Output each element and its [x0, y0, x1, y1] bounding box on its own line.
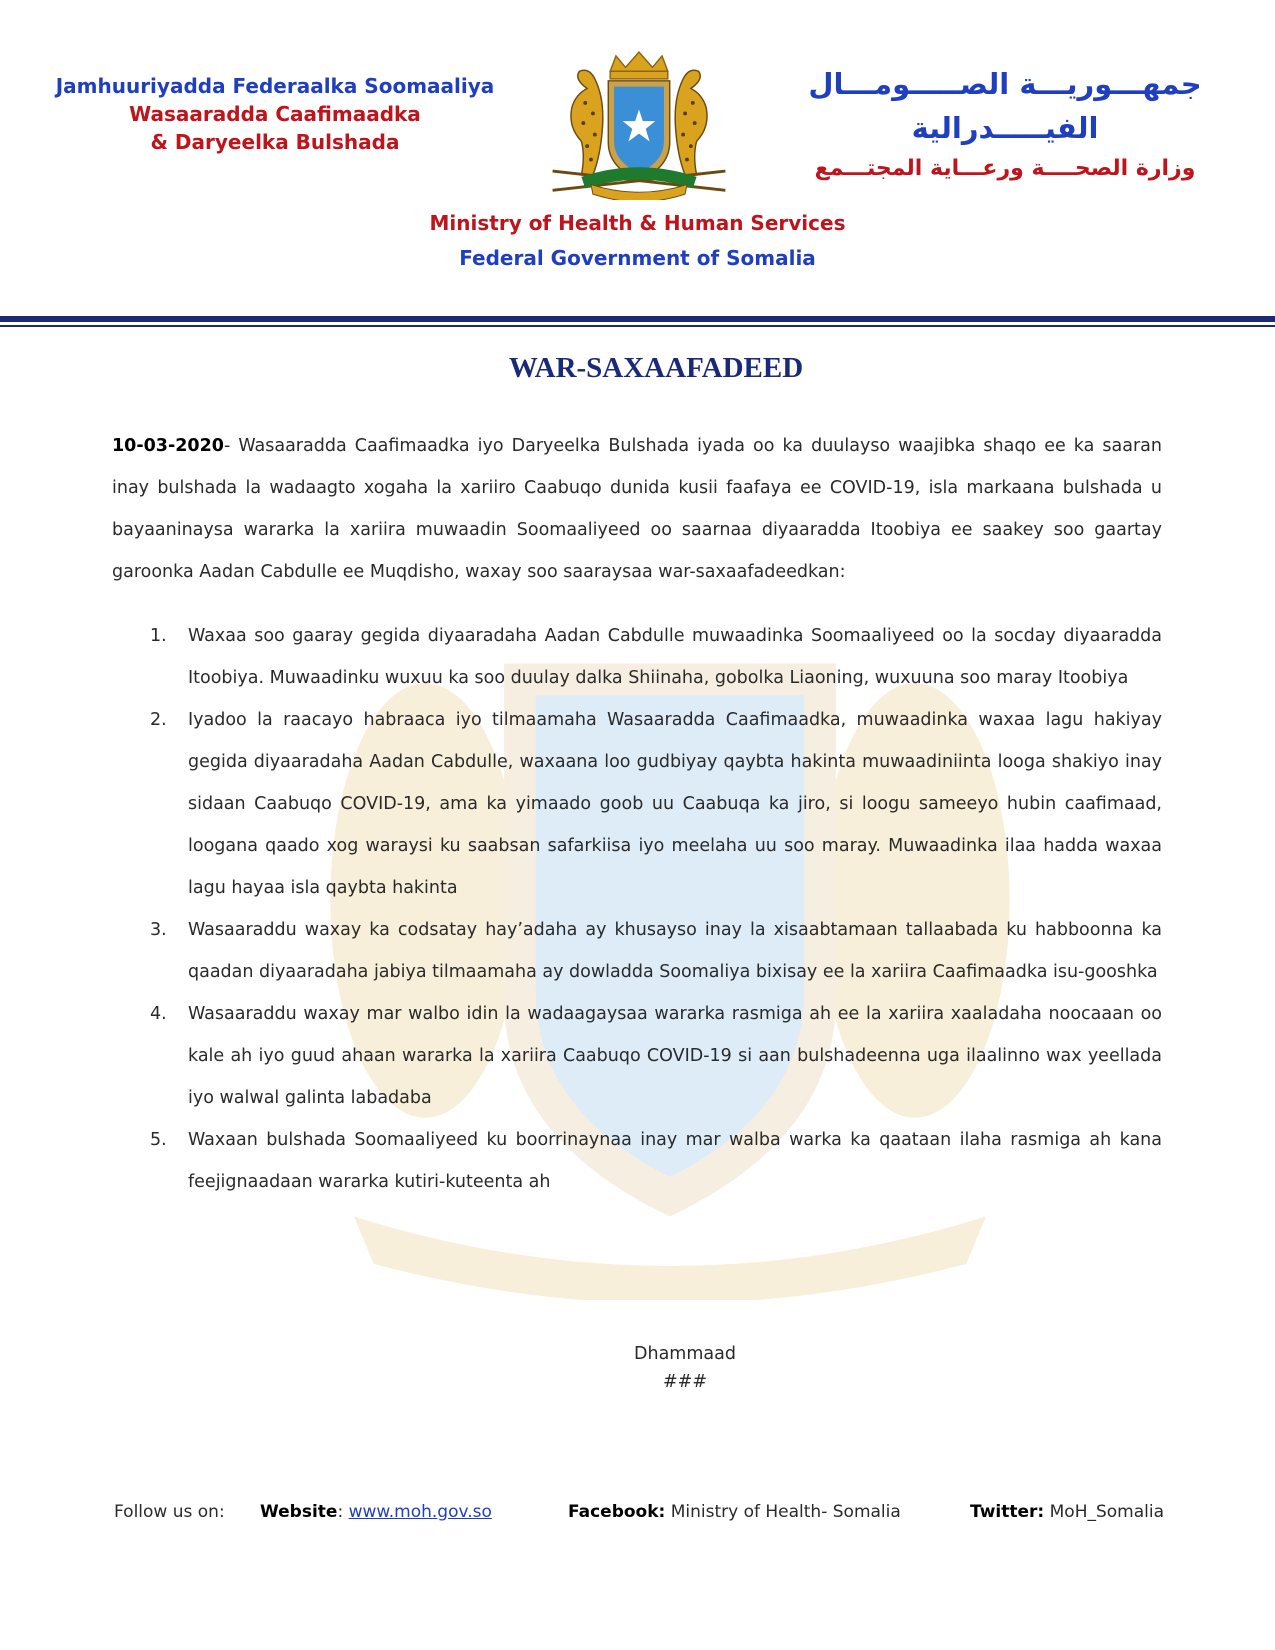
header-english-block: [0, 206, 1275, 276]
government-name: Federal Government of Somalia: [459, 246, 816, 270]
list-item-text: Waxaan bulshada Soomaaliyeed ku boorrinaynaa inay mar walba warka ka qaataan ilaha rasmiga ah kana feejignaadaan wararka kutiri-kuteenta ah: [188, 1130, 1162, 1192]
footer: [0, 1502, 1275, 1530]
document-title: WAR-SAXAAFADEED: [508, 352, 804, 384]
website-link[interactable]: www.moh.gov.so: [348, 1502, 492, 1522]
ministry-name: Ministry of Health & Human Services: [429, 211, 846, 235]
list-item-text: Iyadoo la raacayo habraaca iyo tilmaamaha Wasaaradda Caafimaadka, muwaadinka waxaa lagu hakiyay gegida diyaaradaha Aadan Cabdulle, waxaana loo gudbiyay qaybta hakinta muwaadiniinta looga shakiyo inay sidaan Caabuqo COVID-19, ama ka yimaado goob uu Caabuqa ka jiro, si loogu sameeyo hubin caafimaad, loogana qaado xog waraysi ku saabsan safarkiisa iyo meelaha uu soo maray. Muwaadinka ilaa hadda waxaa lagu hayaa isla qaybta hakinta: [188, 710, 1162, 898]
footer-facebook-value: Ministry of Health- Somalia: [670, 1502, 901, 1522]
header-divider-thick: [0, 316, 1275, 322]
intro-paragraph: [112, 425, 1162, 593]
header-arabic-line-1: جمهـــوريـــة الصـــــومـــال الفيـــــدرالية: [808, 67, 1202, 145]
list-item: [112, 909, 1162, 993]
statement-list: [112, 615, 1162, 1203]
list-item: [112, 993, 1162, 1119]
closing-mark: ###: [663, 1372, 707, 1392]
header-somali-line-2: Wasaaradda Caafimaadka: [129, 102, 421, 126]
footer-twitter-value: MoH_Somalia: [1049, 1502, 1165, 1522]
release-date: 10-03-2020: [112, 436, 224, 456]
header-arabic-line-2: وزارة الصحــــة ورعـــاية المجتـــمع: [814, 156, 1196, 181]
footer-website-colon: :: [337, 1502, 344, 1522]
header-somali-line-1: Jamhuuriyadda Federaalka Soomaaliya: [55, 74, 495, 98]
header-arabic-block: [765, 62, 1245, 186]
footer-facebook: [568, 1502, 901, 1522]
closing-block: [0, 1340, 1275, 1396]
list-item-number: 1.: [150, 626, 167, 646]
somalia-coat-of-arms-icon: [543, 50, 735, 200]
list-item: [112, 699, 1162, 909]
list-item: [112, 1119, 1162, 1203]
list-item-text: Wasaaraddu waxay mar walbo idin la wadaagaysaa wararka rasmiga ah ee la xariira xaaladaha noocaaan oo kale ah iyo guud ahaan wararka la xariira Caabuqo COVID-19 si aan bulshadeenna uga ilaalinno wax yeellada iyo walwal galinta labadaba: [188, 1004, 1162, 1108]
header-somali-line-3: & Daryeelka Bulshada: [150, 130, 400, 154]
footer-website-label: Website: [260, 1502, 338, 1522]
list-item: [112, 615, 1162, 699]
footer-facebook-label: Facebook:: [568, 1502, 666, 1522]
footer-follow-label: Follow us on:: [114, 1502, 225, 1522]
closing-end: Dhammaad: [634, 1344, 736, 1364]
list-item-number: 3.: [150, 920, 167, 940]
intro-text: - Wasaaradda Caafimaadka iyo Daryeelka Bulshada iyada oo ka duulayso waajibka shaqo ee ka saaran inay bulshada la wadaagto xogaha la xariiro Caabuqo dunida kusii faafaya ee COVID-19, isla markaana bulshada u bayaaninaysa wararka la xariira muwaadin Soomaaliyeed oo saarnaa diyaaradda Itoobiya ee saakey soo gaartay garoonka Aadan Cabdulle ee Muqdisho, waxay soo saaraysaa war-saxaafadeedkan:: [112, 436, 1162, 582]
footer-website: [260, 1502, 492, 1522]
list-item-number: 2.: [150, 710, 167, 730]
list-item-text: Waxaa soo gaaray gegida diyaaradaha Aadan Cabdulle muwaadinka Soomaaliyeed oo la socday diyaaradda Itoobiya. Muwaadinku wuxuu ka soo duulay dalka Shiinaha, gobolka Liaoning, wuxuuna soo maray Itoobiya: [188, 626, 1162, 688]
document-body: [112, 425, 1162, 1203]
footer-twitter-label: Twitter:: [970, 1502, 1045, 1522]
list-item-number: 4.: [150, 1004, 167, 1024]
header-somali-block: [40, 72, 510, 156]
list-item-number: 5.: [150, 1130, 167, 1150]
footer-twitter: [970, 1502, 1164, 1522]
header-divider-thin: [0, 325, 1275, 327]
list-item-text: Wasaaraddu waxay ka codsatay hay’adaha ay khusayso inay la xisaabtamaan tallaabada ku habboonna ka qaadan diyaaradaha jabiya tilmaamaha ay dowladda Soomaliya bixisay ee la xariira Caafimaadka isu-gooshka: [188, 920, 1162, 982]
